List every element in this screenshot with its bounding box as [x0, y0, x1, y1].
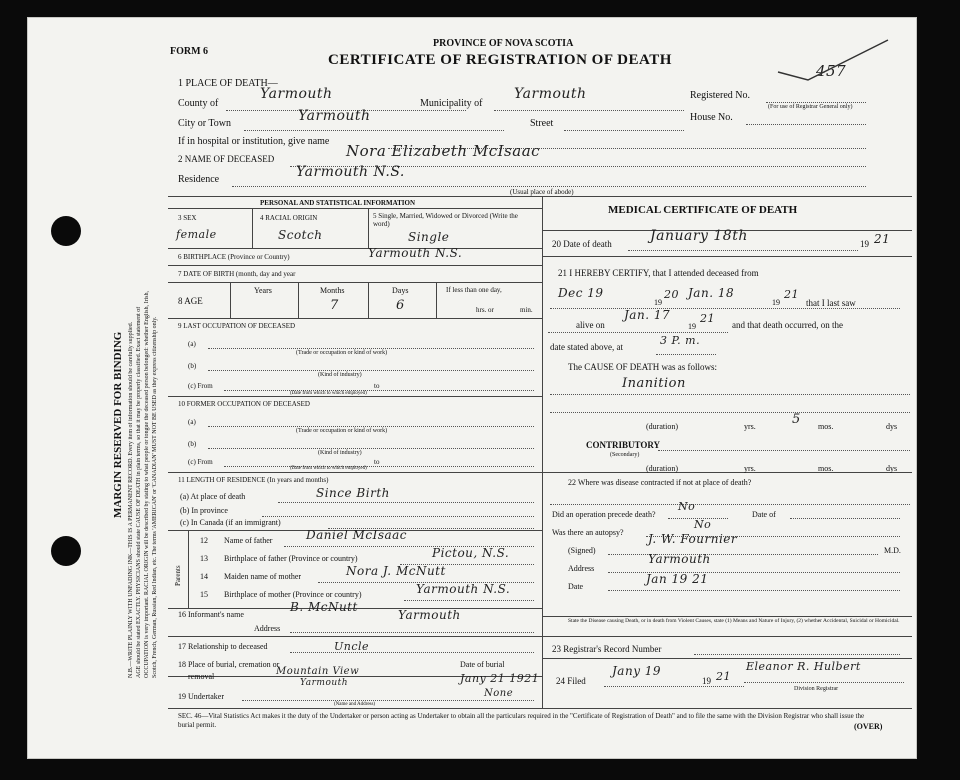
mos-2-label: mos. [818, 464, 834, 473]
place-heading: 1 PLACE OF DEATH— [178, 78, 278, 89]
informant-label: 16 Informant's name [178, 610, 244, 619]
contracted-label: 22 Where was disease contracted if not at place of death? [568, 478, 752, 487]
date-death-label: 20 Date of death [552, 239, 612, 249]
registered-note: (For use of Registrar General only) [768, 104, 853, 110]
deceased-name-value: Nora Elizabeth McIsaac [346, 142, 541, 160]
sex-label: 3 SEX [178, 214, 197, 222]
punch-hole-bottom [51, 536, 81, 566]
registrar-signature: Eleanor R. Hulbert [746, 660, 861, 673]
date-death-year-prefix: 19 [860, 239, 869, 249]
footer-text: SEC. 46—Vital Statistics Act makes it the duty of the Undertaker or person acting as Undertaker to obtain all the particulars required in the "Certificate of Registration of Death" and to file the same with the Division Registrar who shall issue the burial permit. [178, 712, 865, 729]
residence-label: Residence [178, 174, 220, 185]
informant-address-value: Yarmouth [398, 608, 461, 622]
duration-1-label: (duration) [646, 422, 678, 431]
margin-note-3: OCCUPATION is very important. RACIAL ORIGIN will be described by stating to what people or tongue the deceased person belonged: whether English, Irish, [144, 291, 150, 678]
autopsy-value: No [694, 518, 712, 531]
undertaker-label: 19 Undertaker [178, 692, 224, 701]
attended-to-value: Jan. 18 [688, 286, 735, 300]
former-occupation-title: 10 FORMER OCCUPATION OF DECEASED [178, 400, 310, 408]
parent-num-14: 14 [200, 572, 208, 581]
operation-label: Did an operation precede death? [552, 510, 656, 519]
attended-from-value: Dec 19 [558, 286, 604, 300]
province-title: PROVINCE OF NOVA SCOTIA [433, 38, 574, 49]
attended-to-year-prefix: 19 [772, 298, 780, 307]
former-occ-c-note: (Date from which to which employed) [290, 466, 367, 471]
duration-2-label: (duration) [646, 464, 678, 473]
dys-1-label: dys [886, 422, 898, 431]
date-of-label: Date of [752, 510, 776, 519]
marital-value: Single [408, 230, 450, 244]
parents-side-label: Parents [174, 565, 182, 586]
residence-b-label: (b) In province [180, 506, 228, 515]
dys-2-label: dys [886, 464, 898, 473]
residence-length-title: 11 LENGTH OF RESIDENCE (In years and months) [178, 476, 329, 484]
residence-c-label: (c) In Canada (if an immigrant) [180, 518, 281, 527]
relationship-label: 17 Relationship to deceased [178, 642, 268, 651]
burial-value-1: Mountain View [276, 666, 360, 677]
death-occurred-label: and that death occurred, on the [732, 320, 843, 330]
last-occ-to: to [374, 382, 380, 390]
last-occupation-title: 9 LAST OCCUPATION OF DECEASED [178, 322, 296, 330]
yrs-1-label: yrs. [744, 422, 756, 431]
less-than-day-label: If less than one day, [446, 286, 502, 294]
date-stated-label: date stated above, at [550, 342, 623, 352]
city-value: Yarmouth [298, 108, 371, 124]
personal-section-title: PERSONAL AND STATISTICAL INFORMATION [260, 199, 416, 207]
date-burial-value: Jany 21 1921 [460, 672, 540, 685]
yrs-2-label: yrs. [744, 464, 756, 473]
mother-label: Maiden name of mother [224, 572, 302, 581]
filed-value: Jany 19 [612, 664, 662, 678]
former-occ-b: (b) [188, 440, 197, 448]
stamp-mark-icon [768, 32, 898, 82]
death-time-value: 3 P. m. [660, 334, 701, 347]
mos-1-label: mos. [818, 422, 834, 431]
years-label: Years [254, 286, 272, 295]
municipality-value: Yarmouth [514, 86, 587, 102]
mother-birthplace-value: Yarmouth N.S. [416, 582, 511, 596]
secondary-note: (Secondary) [610, 452, 640, 458]
cause-value: Inanition [622, 376, 686, 391]
last-occ-a: (a) [188, 340, 196, 348]
mother-value: Nora J. McNutt [346, 564, 446, 578]
parent-num-12: 12 [200, 536, 208, 545]
alive-year: 21 [700, 312, 715, 325]
registered-label: Registered No. [690, 90, 750, 101]
operation-value: No [678, 500, 696, 513]
date-burial-label: Date of burial [460, 660, 505, 669]
county-value: Yarmouth [260, 86, 333, 102]
residence-value: Yarmouth N.S. [296, 164, 405, 180]
months-value: 7 [330, 298, 339, 313]
medical-title: MEDICAL CERTIFICATE OF DEATH [608, 204, 798, 216]
former-occ-c: (c) From [188, 458, 213, 466]
contributory-label: CONTRIBUTORY [586, 440, 661, 450]
last-occ-b: (b) [188, 362, 197, 370]
filed-label: 24 Filed [556, 676, 586, 686]
months-label: Months [320, 286, 345, 295]
hospital-label: If in hospital or institution, give name [178, 136, 330, 147]
birthplace-value: Yarmouth N.S. [368, 246, 463, 260]
date-death-year: 21 [874, 232, 891, 246]
father-label: Name of father [224, 536, 273, 545]
marital-label: 5 Single, Married, Widowed or Divorced (Write the word) [373, 212, 518, 228]
certify-label: 21 I HEREBY CERTIFY, that I attended deceased from [558, 268, 759, 278]
relationship-value: Uncle [334, 640, 370, 653]
mother-birthplace-label: Birthplace of mother (Province or country) [224, 590, 362, 599]
former-occ-a-note: (Trade or occupation or kind of work) [296, 428, 388, 434]
age-label: 8 AGE [178, 296, 203, 306]
attended-from-year-prefix: 19 [654, 298, 662, 307]
over-label: (OVER) [854, 722, 883, 731]
parent-num-13: 13 [200, 554, 208, 563]
father-birthplace-value: Pictou, N.S. [432, 546, 510, 560]
filed-year-prefix: 19 [702, 676, 711, 686]
days-label: Days [392, 286, 409, 295]
medical-date-label: Date [568, 582, 584, 591]
medical-address-value: Yarmouth [648, 552, 711, 566]
punch-hole-top [51, 216, 81, 246]
last-occ-a-note: (Trade or occupation or kind of work) [296, 350, 388, 356]
racial-value: Scotch [278, 228, 323, 242]
father-birthplace-label: Birthplace of father (Province or country) [224, 554, 358, 563]
street-label: Street [530, 118, 554, 129]
signed-label: (Signed) [568, 546, 596, 555]
sex-value: female [176, 228, 217, 241]
residence-note: (Usual place of abode) [510, 188, 574, 196]
form-id: FORM 6 [170, 46, 209, 57]
min-label: min. [520, 306, 533, 314]
burial-label-1: 18 Place of burial, cremation or [178, 660, 280, 669]
alive-year-prefix: 19 [688, 322, 696, 331]
burial-label-2: removal [188, 672, 215, 681]
mos-1-value: 5 [792, 412, 801, 427]
state-disease-note: State the Disease causing Death, or in death from Violent Causes, state (1) Means and Nature of Injury, (2) whether Accidental, Suicidal or Homicidal. [568, 618, 900, 624]
birthplace-label: 6 BIRTHPLACE (Province or Country) [178, 253, 290, 261]
municipality-label: Municipality of [420, 98, 483, 109]
informant-value: B. McNutt [290, 600, 358, 614]
racial-label: 4 RACIAL ORIGIN [260, 214, 318, 222]
record-number-label: 23 Registrar's Record Number [552, 644, 662, 654]
attended-from-year: 20 [664, 288, 679, 301]
residence-a-value: Since Birth [316, 486, 390, 500]
autopsy-label: Was there an autopsy? [552, 528, 624, 537]
parent-num-15: 15 [200, 590, 208, 599]
former-occ-a: (a) [188, 418, 196, 426]
house-label: House No. [690, 112, 733, 123]
former-occ-to: to [374, 458, 380, 466]
city-label: City or Town [178, 118, 232, 129]
hrs-label: hrs. or [476, 306, 494, 314]
filed-year: 21 [716, 670, 731, 683]
margin-note-2: AGE should be stated EXACTLY. PHYSICIANS should state CAUSE OF DEATH in plain terms, so that it may be properly classified. Exact statement of [136, 306, 142, 678]
cause-label: The CAUSE OF DEATH was as follows: [568, 362, 717, 372]
md-label: M.D. [884, 546, 901, 555]
last-saw-label: that I last saw [806, 298, 856, 308]
alive-on-label: alive on [576, 320, 605, 330]
medical-address-label: Address [568, 564, 595, 573]
medical-date-value: Jan 19 21 [646, 572, 709, 586]
last-occ-c-note: (Date from which to which employed) [290, 391, 367, 396]
attended-to-year: 21 [784, 288, 799, 301]
burial-value-2: Yarmouth [300, 678, 349, 688]
certificate-title: CERTIFICATE OF REGISTRATION OF DEATH [328, 52, 672, 68]
signed-value: J. W. Fournier [648, 532, 738, 546]
date-death-value: January 18th [650, 228, 748, 244]
days-value: 6 [396, 298, 405, 313]
margin-note-1: N.B.—WRITE PLAINLY WITH UNFADING INK—THIS IS A PERMANENT RECORD. Every item of information should be carefully supplied. [128, 321, 134, 678]
margin-note-4: Scotch, French, German, Russian, Red Indian, etc. The terms 'AMERICAN' or 'CANADIAN' MUST NOT BE USED as they express citizenship only. [152, 316, 158, 678]
county-label: County of [178, 98, 219, 109]
certificate-document [28, 18, 916, 758]
margin-label: MARGIN RESERVED FOR BINDING [112, 331, 124, 518]
last-occ-b-note: (Kind of industry) [318, 372, 362, 378]
division-registrar-label: Division Registrar [794, 686, 839, 692]
deceased-name-label: 2 NAME OF DECEASED [178, 154, 275, 164]
informant-address-label: Address [254, 624, 281, 633]
name-address-note: (Name and Address) [334, 702, 376, 707]
former-occ-b-note: (Kind of industry) [318, 450, 362, 456]
alive-on-value: Jan. 17 [624, 308, 671, 322]
father-value: Daniel McIsaac [306, 528, 408, 542]
residence-a-label: (a) At place of death [180, 492, 246, 501]
last-occ-c: (c) From [188, 382, 213, 390]
dob-label: 7 DATE OF BIRTH (month, day and year [178, 270, 296, 278]
stamp-number: 457 [816, 62, 847, 80]
undertaker-value: None [484, 688, 514, 699]
